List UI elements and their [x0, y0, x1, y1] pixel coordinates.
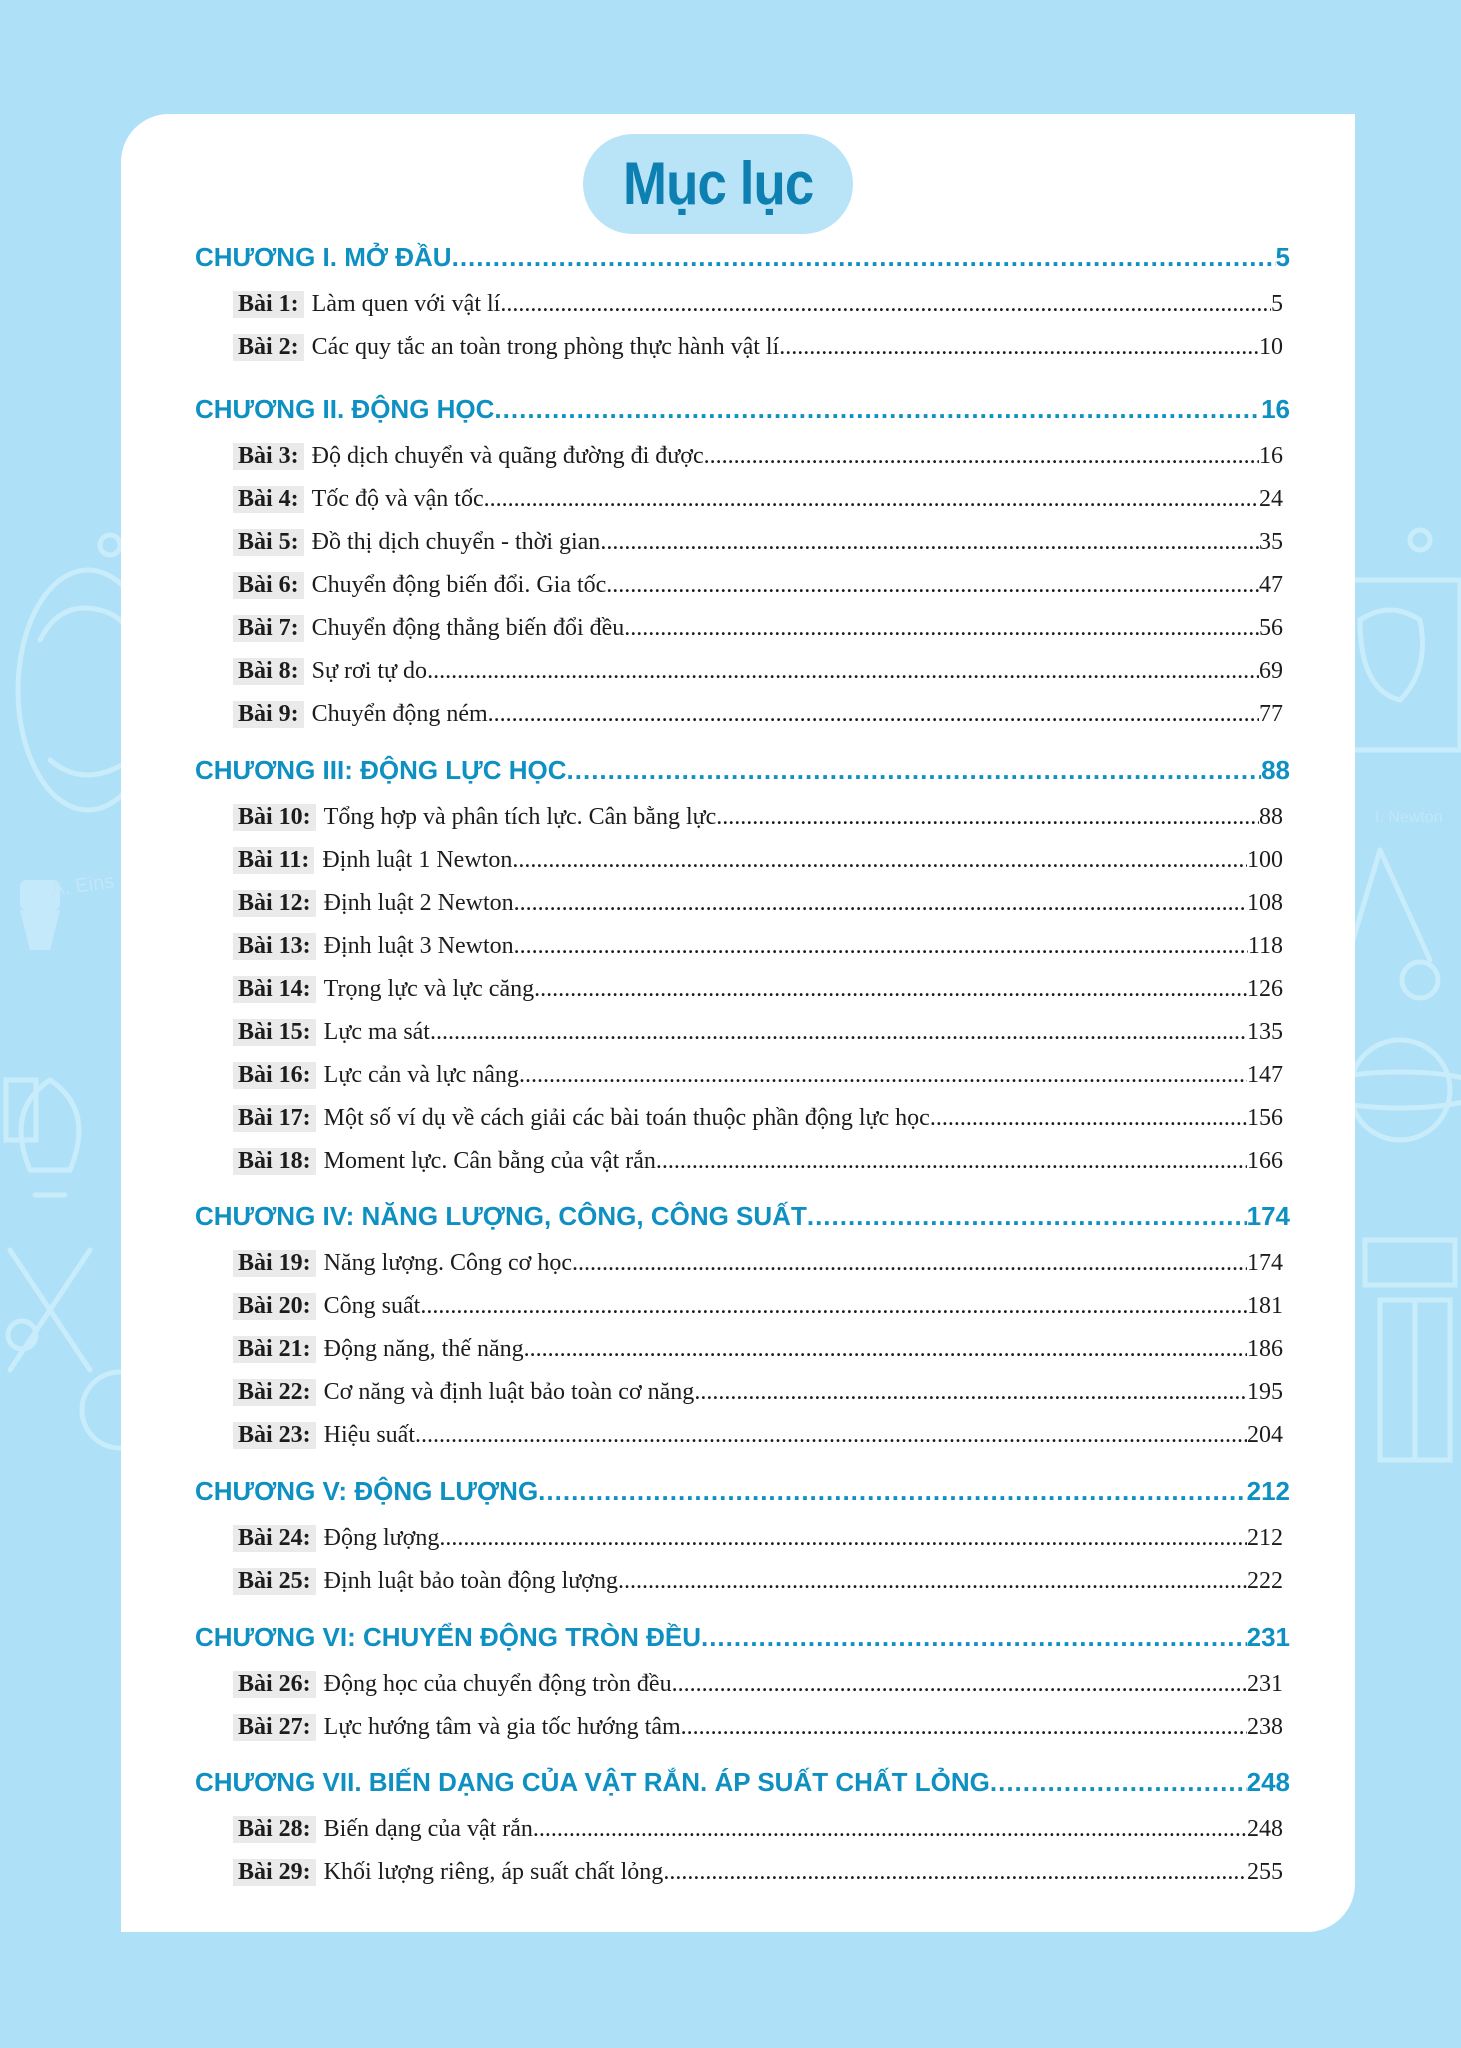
lesson-page-number: 156 — [1247, 1105, 1283, 1131]
lesson-page-number: 147 — [1247, 1062, 1283, 1088]
lesson-title: Định luật 1 Newton — [322, 847, 513, 873]
lesson-page-number: 56 — [1259, 615, 1283, 641]
chapter-page-number: 16 — [1261, 394, 1290, 424]
lesson-title: Định luật bảo toàn động lượng — [323, 1568, 618, 1594]
dot-leader — [519, 1062, 1247, 1089]
lesson-label: Bài 25: — [233, 1568, 316, 1595]
dot-leader — [701, 1622, 1247, 1653]
chapter-title: CHƯƠNG V: ĐỘNG LƯỢNG — [195, 1476, 539, 1506]
lesson-page-number: 248 — [1247, 1816, 1283, 1842]
dot-leader — [524, 1336, 1247, 1363]
chapter-entry[interactable] — [195, 1476, 1290, 1516]
lesson-label: Bài 3: — [233, 443, 304, 470]
lesson-label: Bài 6: — [233, 572, 304, 599]
lesson-entry[interactable] — [233, 1148, 1283, 1186]
lesson-page-number: 47 — [1259, 572, 1283, 598]
dot-leader — [439, 1525, 1247, 1552]
lesson-page-number: 10 — [1259, 334, 1283, 360]
dot-leader — [807, 1201, 1247, 1232]
lesson-label: Bài 16: — [233, 1062, 316, 1089]
lesson-entry[interactable] — [233, 1019, 1283, 1057]
lesson-page-number: 88 — [1259, 804, 1283, 830]
lesson-title: Đồ thị dịch chuyển - thời gian — [311, 529, 601, 555]
dot-leader — [624, 615, 1259, 642]
left-decor-label: A. Eins — [49, 870, 116, 901]
dot-leader — [572, 1250, 1247, 1277]
chapter-title: CHƯƠNG II. ĐỘNG HỌC — [195, 394, 495, 424]
lesson-page-number: 212 — [1247, 1525, 1283, 1551]
lesson-title: Định luật 2 Newton — [323, 890, 514, 916]
dot-leader — [427, 658, 1259, 685]
lesson-title: Sự rơi tự do — [311, 658, 428, 684]
lesson-label: Bài 28: — [233, 1816, 316, 1843]
lesson-label: Bài 4: — [233, 486, 304, 513]
lesson-title: Tổng hợp và phân tích lực. Cân bằng lực — [323, 804, 717, 830]
chapter-page-number: 88 — [1261, 755, 1290, 785]
lesson-label: Bài 9: — [233, 701, 304, 728]
lesson-entry[interactable] — [233, 291, 1283, 329]
lesson-title: Độ dịch chuyển và quãng đường đi được — [311, 443, 704, 469]
lesson-entry[interactable] — [233, 572, 1283, 610]
lesson-label: Bài 18: — [233, 1148, 316, 1175]
lesson-title: Cơ năng và định luật bảo toàn cơ năng — [323, 1379, 695, 1405]
lesson-entry[interactable] — [233, 1062, 1283, 1100]
lesson-label: Bài 1: — [233, 291, 304, 318]
lesson-entry[interactable] — [233, 529, 1283, 567]
lesson-entry[interactable] — [233, 1379, 1283, 1417]
lesson-entry[interactable] — [233, 890, 1283, 928]
right-decor-label: I. Newton — [1375, 809, 1443, 826]
lesson-page-number: 166 — [1247, 1148, 1283, 1174]
chapter-title: CHƯƠNG VI: CHUYỂN ĐỘNG TRÒN ĐỀU — [195, 1622, 701, 1652]
lesson-title: Một số ví dụ về cách giải các bài toán thuộc phần động lực học — [323, 1105, 930, 1131]
lesson-page-number: 135 — [1247, 1019, 1283, 1045]
lesson-page-number: 118 — [1247, 933, 1283, 959]
chapter-entry[interactable] — [195, 1622, 1290, 1662]
dot-leader — [779, 334, 1259, 361]
lesson-title: Khối lượng riêng, áp suất chất lỏng — [323, 1859, 664, 1885]
chapter-title: CHƯƠNG VII. BIẾN DẠNG CỦA VẬT RẮN. ÁP SUẤT CHẤT LỎNG — [195, 1767, 990, 1797]
dot-leader — [534, 976, 1247, 1003]
lesson-label: Bài 17: — [233, 1105, 316, 1132]
lesson-label: Bài 12: — [233, 890, 316, 917]
dot-leader — [415, 1422, 1247, 1449]
dot-leader — [430, 1019, 1247, 1046]
lesson-label: Bài 13: — [233, 933, 316, 960]
dot-leader — [514, 890, 1247, 917]
lesson-entry[interactable] — [233, 1293, 1283, 1331]
lesson-label: Bài 5: — [233, 529, 304, 556]
dot-leader — [694, 1379, 1247, 1406]
dot-leader — [930, 1105, 1247, 1132]
lesson-page-number: 35 — [1259, 529, 1283, 555]
lesson-title: Năng lượng. Công cơ học — [323, 1250, 573, 1276]
lesson-title: Động năng, thế năng — [323, 1336, 524, 1362]
dot-leader — [512, 847, 1247, 874]
lesson-page-number: 195 — [1247, 1379, 1283, 1405]
lesson-label: Bài 26: — [233, 1671, 316, 1698]
lesson-entry[interactable] — [233, 701, 1283, 739]
lesson-title: Các quy tắc an toàn trong phòng thực hành vật lí — [311, 334, 780, 360]
lesson-title: Lực cản và lực nâng — [323, 1062, 519, 1088]
dot-leader — [600, 529, 1259, 556]
lesson-page-number: 174 — [1247, 1250, 1283, 1276]
chapter-page-number: 248 — [1246, 1767, 1290, 1797]
lesson-label: Bài 21: — [233, 1336, 316, 1363]
lesson-label: Bài 10: — [233, 804, 316, 831]
chapter-entry[interactable] — [195, 1201, 1290, 1241]
chapter-entry[interactable] — [195, 1767, 1290, 1807]
lesson-title: Chuyển động ném — [311, 701, 488, 727]
dot-leader — [488, 701, 1259, 728]
lesson-label: Bài 29: — [233, 1859, 316, 1886]
lesson-page-number: 126 — [1247, 976, 1283, 1002]
chapter-title: CHƯƠNG IV: NĂNG LƯỢNG, CÔNG, CÔNG SUẤT — [195, 1201, 807, 1231]
chapter-page-number: 5 — [1275, 242, 1290, 272]
lesson-entry[interactable] — [233, 1422, 1283, 1460]
dot-leader — [663, 1859, 1247, 1886]
lesson-title: Chuyển động thẳng biến đổi đều — [311, 615, 625, 641]
lesson-page-number: 69 — [1259, 658, 1283, 684]
lesson-page-number: 204 — [1247, 1422, 1283, 1448]
lesson-title: Công suất — [323, 1293, 421, 1319]
lesson-title: Trọng lực và lực căng — [323, 976, 535, 1002]
lesson-title: Động học của chuyển động tròn đều — [323, 1671, 672, 1697]
chapter-entry[interactable] — [195, 755, 1290, 795]
lesson-entry[interactable] — [233, 615, 1283, 653]
title-pill — [583, 134, 853, 234]
lesson-entry[interactable] — [233, 334, 1283, 372]
lesson-title: Chuyển động biến đổi. Gia tốc — [311, 572, 607, 598]
dot-leader — [618, 1568, 1247, 1595]
lesson-entry[interactable] — [233, 1816, 1283, 1854]
chapter-entry[interactable] — [195, 242, 1290, 282]
lesson-title: Động lượng — [323, 1525, 440, 1551]
dot-leader — [514, 933, 1248, 960]
dot-leader — [672, 1671, 1247, 1698]
lesson-entry[interactable] — [233, 1525, 1283, 1563]
dot-leader — [538, 1476, 1246, 1507]
lesson-title: Định luật 3 Newton — [323, 933, 514, 959]
lesson-entry[interactable] — [233, 658, 1283, 696]
lesson-label: Bài 11: — [233, 847, 314, 874]
lesson-label: Bài 15: — [233, 1019, 316, 1046]
lesson-page-number: 100 — [1247, 847, 1283, 873]
dot-leader — [452, 242, 1276, 273]
lesson-title: Biến dạng của vật rắn — [323, 1816, 533, 1842]
lesson-label: Bài 27: — [233, 1714, 316, 1741]
lesson-label: Bài 2: — [233, 334, 304, 361]
lesson-label: Bài 23: — [233, 1422, 316, 1449]
dot-leader — [656, 1148, 1247, 1175]
dot-leader — [533, 1816, 1247, 1843]
lesson-entry[interactable] — [233, 1336, 1283, 1374]
lesson-entry[interactable] — [233, 847, 1283, 885]
lesson-entry[interactable] — [233, 1671, 1283, 1709]
lesson-entry[interactable] — [233, 933, 1283, 971]
dot-leader — [494, 394, 1261, 425]
lesson-label: Bài 8: — [233, 658, 304, 685]
dot-leader — [500, 291, 1271, 318]
dot-leader — [681, 1714, 1247, 1741]
lesson-title: Lực hướng tâm và gia tốc hướng tâm — [323, 1714, 681, 1740]
lesson-title: Làm quen với vật lí — [311, 291, 501, 317]
lesson-page-number: 231 — [1247, 1671, 1283, 1697]
dot-leader — [716, 804, 1259, 831]
lesson-entry[interactable] — [233, 1250, 1283, 1288]
lesson-page-number: 181 — [1247, 1293, 1283, 1319]
lesson-entry[interactable] — [233, 1105, 1283, 1143]
lesson-label: Bài 20: — [233, 1293, 316, 1320]
lesson-title: Lực ma sát — [323, 1019, 430, 1045]
chapter-title: CHƯƠNG III: ĐỘNG LỰC HỌC — [195, 755, 567, 785]
chapter-entry[interactable] — [195, 394, 1290, 434]
chapter-page-number: 174 — [1246, 1201, 1290, 1231]
lesson-page-number: 77 — [1259, 701, 1283, 727]
lesson-entry[interactable] — [233, 1568, 1283, 1606]
chapter-page-number: 231 — [1246, 1622, 1290, 1652]
dot-leader — [606, 572, 1259, 599]
lesson-entry[interactable] — [233, 1859, 1283, 1897]
lesson-page-number: 186 — [1247, 1336, 1283, 1362]
lesson-title: Hiệu suất — [323, 1422, 415, 1448]
lesson-entry[interactable] — [233, 804, 1283, 842]
lesson-title: Moment lực. Cân bằng của vật rắn — [323, 1148, 656, 1174]
lesson-page-number: 238 — [1247, 1714, 1283, 1740]
lesson-page-number: 5 — [1271, 291, 1283, 317]
dot-leader — [567, 755, 1262, 786]
lesson-page-number: 24 — [1259, 486, 1283, 512]
dot-leader — [990, 1767, 1247, 1798]
lesson-label: Bài 19: — [233, 1250, 316, 1277]
lesson-page-number: 108 — [1247, 890, 1283, 916]
lesson-label: Bài 24: — [233, 1525, 316, 1552]
lesson-title: Tốc độ và vận tốc — [311, 486, 484, 512]
lesson-entry[interactable] — [233, 1714, 1283, 1752]
page-title: Mục lục — [622, 150, 814, 217]
lesson-entry[interactable] — [233, 486, 1283, 524]
lesson-label: Bài 7: — [233, 615, 304, 642]
dot-leader — [420, 1293, 1247, 1320]
chapter-title: CHƯƠNG I. MỞ ĐẦU — [195, 242, 452, 272]
chapter-page-number: 212 — [1246, 1476, 1290, 1506]
dot-leader — [484, 486, 1259, 513]
lesson-page-number: 255 — [1247, 1859, 1283, 1885]
lesson-page-number: 222 — [1247, 1568, 1283, 1594]
dot-leader — [704, 443, 1259, 470]
lesson-label: Bài 22: — [233, 1379, 316, 1406]
lesson-entry[interactable] — [233, 443, 1283, 481]
lesson-label: Bài 14: — [233, 976, 316, 1003]
lesson-page-number: 16 — [1259, 443, 1283, 469]
lesson-entry[interactable] — [233, 976, 1283, 1014]
